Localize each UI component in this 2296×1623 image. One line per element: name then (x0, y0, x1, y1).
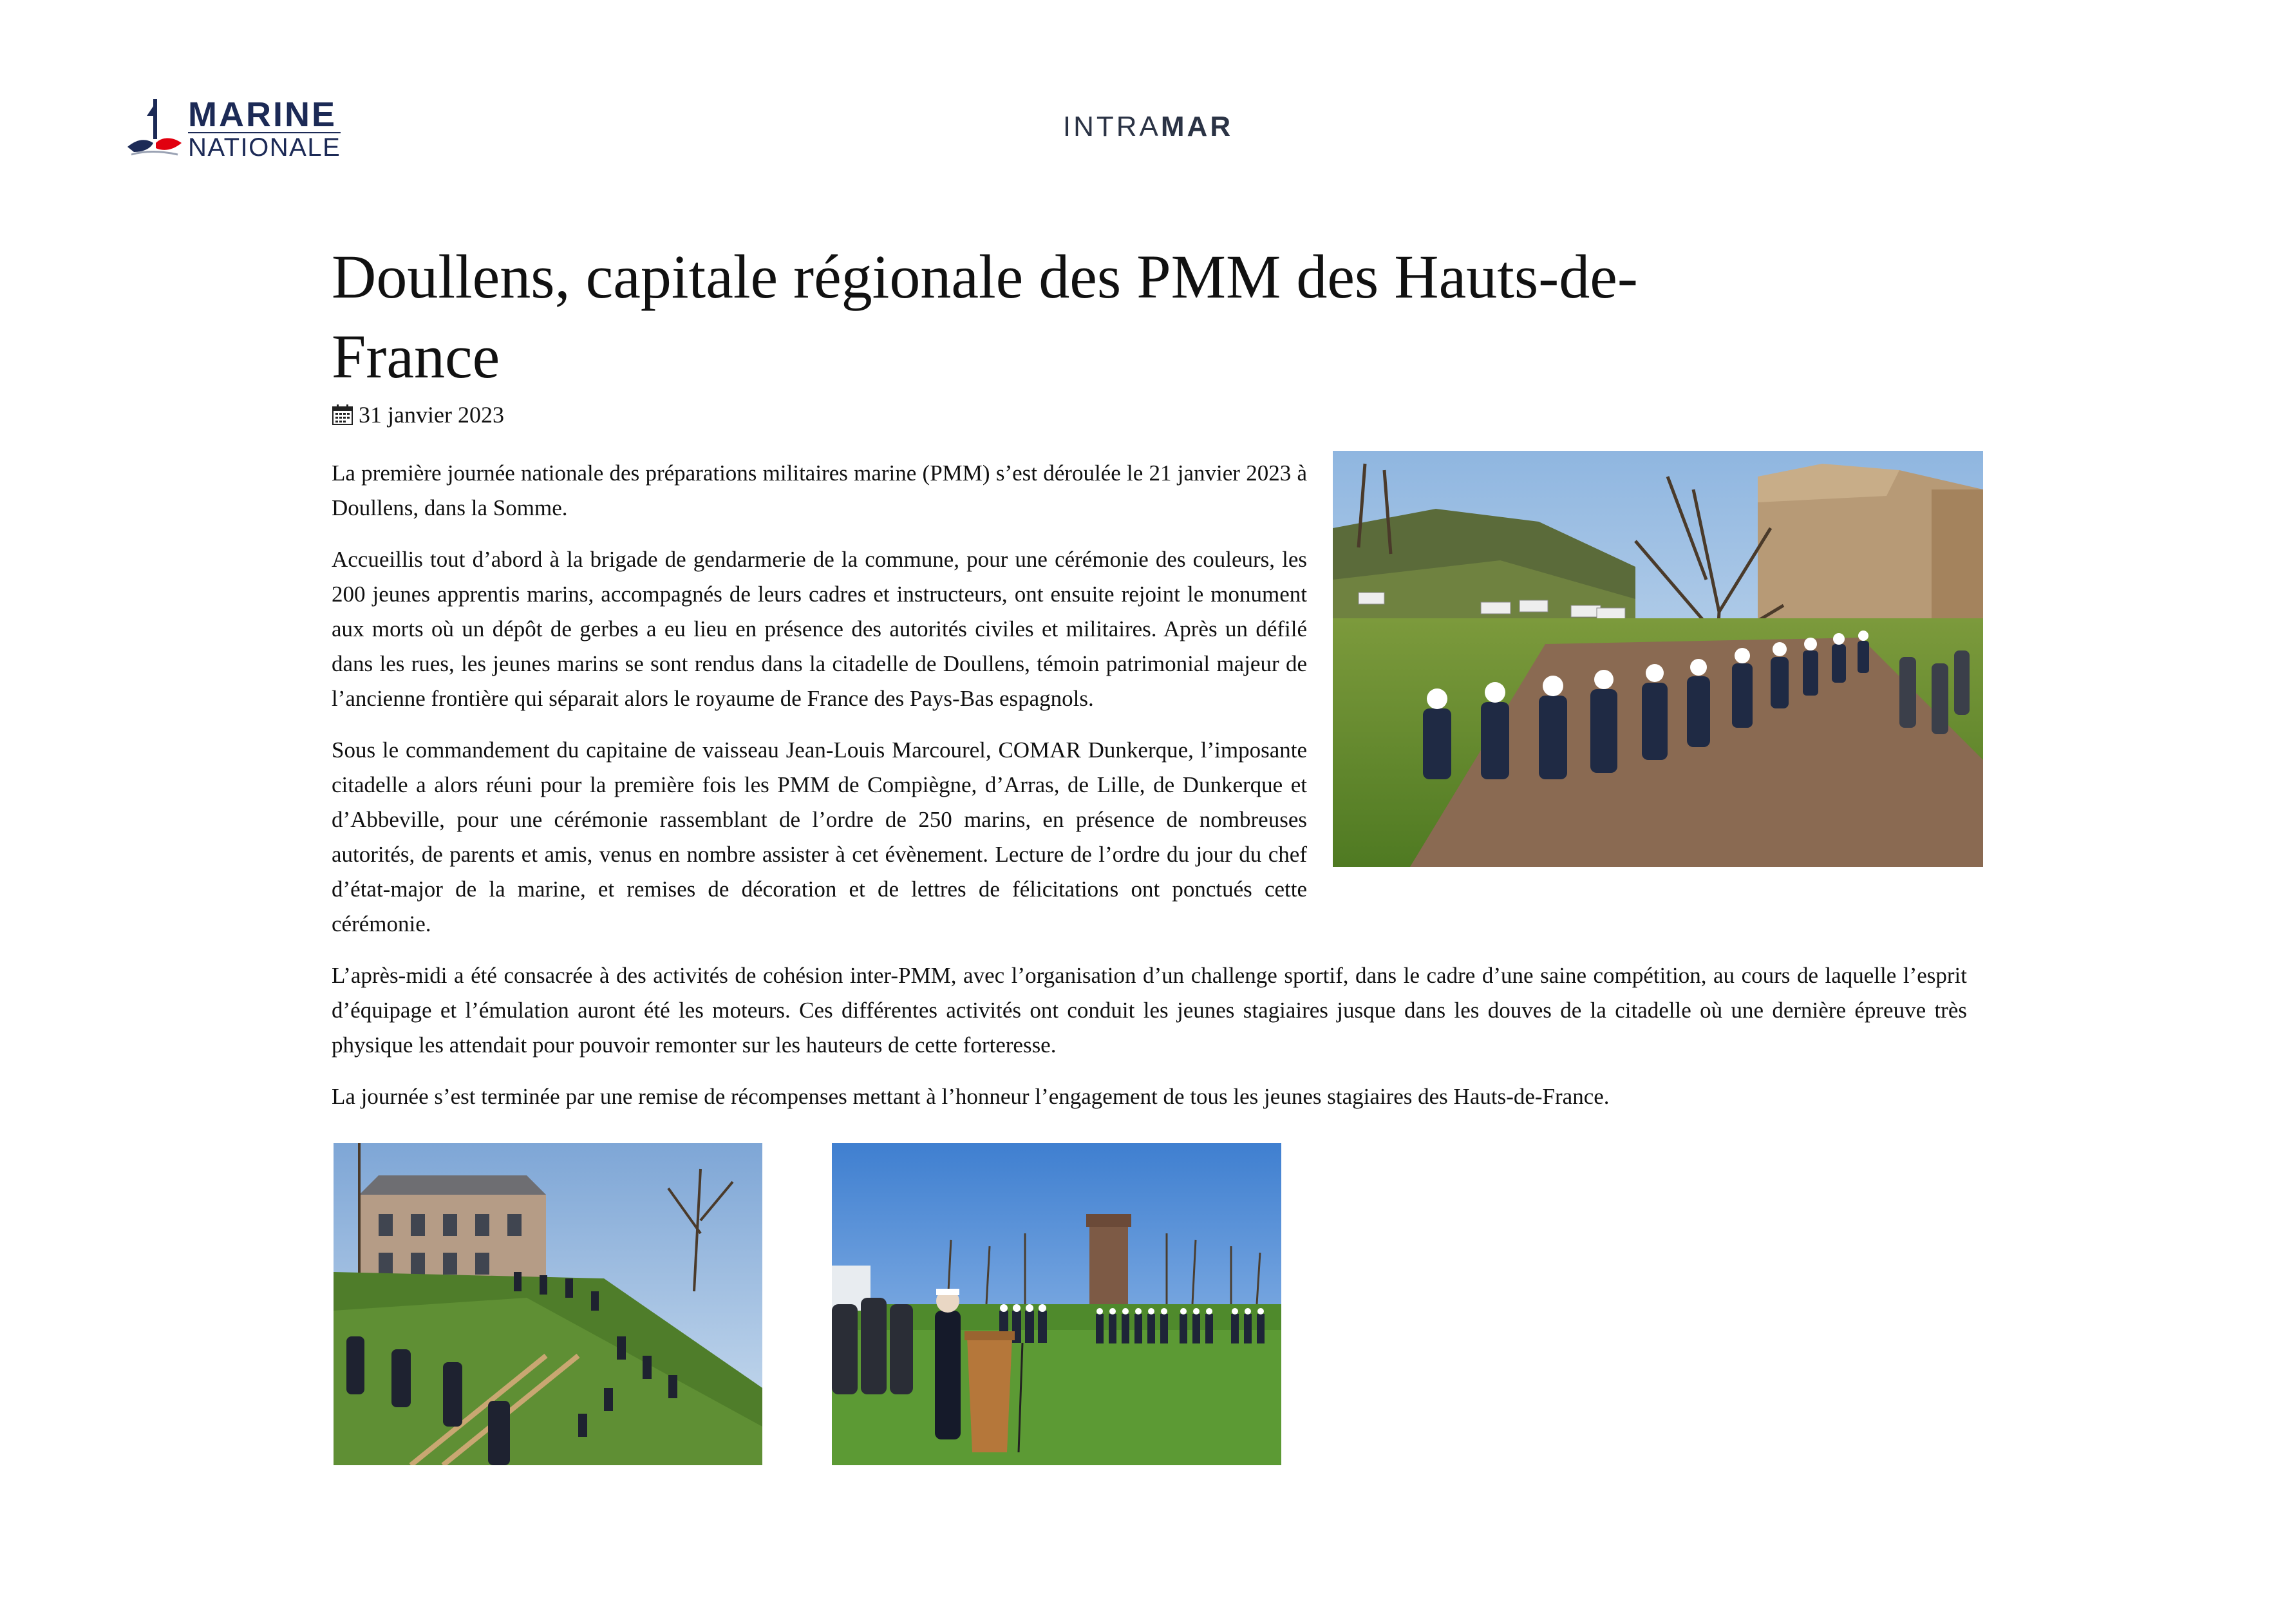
calendar-icon (332, 404, 353, 426)
article-paragraph-3: Sous le commandement du capitaine de vaisseau Jean-Louis Marcourel, COMAR Dunkerque, l’imposante citadelle a alors réuni pour la première fois les PMM de Compiègne, d’Arras, de Lille, de Dunkerque et d’Abbeville, pour une cérémonie rassemblant de l’ordre de 250 marins, en présence de nombreuses autorités, de parents et amis, venus en nombre assister à cet évènement. Lecture de l’ordre du jour du chef d’état-major de la marine, et remises de décoration et de lettres de félicitations ont ponctués cette cérémonie. (332, 737, 1307, 936)
site-name-bold: MAR (1160, 111, 1234, 142)
article-date-line (332, 401, 1967, 429)
logo-wordmark (188, 97, 341, 160)
article-paragraph-4: L’après-midi a été consacrée à des activités de cohésion inter-PMM, avec l’organisation d’un challenge sportif, dans le cadre d’une saine compétition, au cours de laquelle l’esprit d’équipage et l’émulation auront été les moteurs. Ces différentes activités ont conduit les jeunes stagiaires jusque dans les douves de la citadelle où une dernière épreuve très physique les attendait pour pouvoir remonter sur les hauteurs de cette forteresse. (332, 963, 1967, 1058)
photo-gallery (334, 1143, 1281, 1465)
site-name-light: INTRA (1062, 111, 1161, 142)
article-body (332, 456, 1967, 1114)
logo-line-marine: MARINE (188, 95, 337, 134)
article-title: Doullens, capitale régionale des PMM des Hauts-de-France (332, 242, 1638, 391)
photo-moat-climb (334, 1143, 762, 1465)
anchor-flag-logo-icon (125, 97, 183, 161)
article-paragraph-5: La journée s’est terminée par une remise de récompenses mettant à l’honneur l’engagement de tous les jeunes stagiaires des Hauts-de-France. (332, 1084, 1610, 1109)
article-date: 31 janvier 2023 (359, 402, 504, 428)
article (332, 237, 1967, 1131)
photo-ceremony-speech (832, 1143, 1281, 1465)
site-name-intramar[interactable] (934, 111, 1362, 143)
marine-nationale-logo[interactable] (125, 97, 341, 161)
photo-cadets-parade (1333, 451, 1983, 867)
article-paragraph-1: La première journée nationale des préparations militaires marine (PMM) s’est déroulée le 21 janvier 2023 à Doullens, dans la Somme. (332, 460, 1307, 520)
logo-line-nationale: NATIONALE (188, 133, 341, 162)
article-paragraph-2: Accueillis tout d’abord à la brigade de gendarmerie de la commune, pour une cérémonie des couleurs, les 200 jeunes apprentis marins, accompagnés de leurs cadres et instructeurs, ont ensuite rejoint le monument aux morts où un dépôt de gerbes a eu lieu en présence des autorités civiles et militaires. Après un défilé dans les rues, les jeunes marins se sont rendus dans la citadelle de Doullens, témoin patrimonial majeur de l’ancienne frontière qui séparait alors le royaume de France des Pays-Bas espagnols. (332, 547, 1307, 711)
